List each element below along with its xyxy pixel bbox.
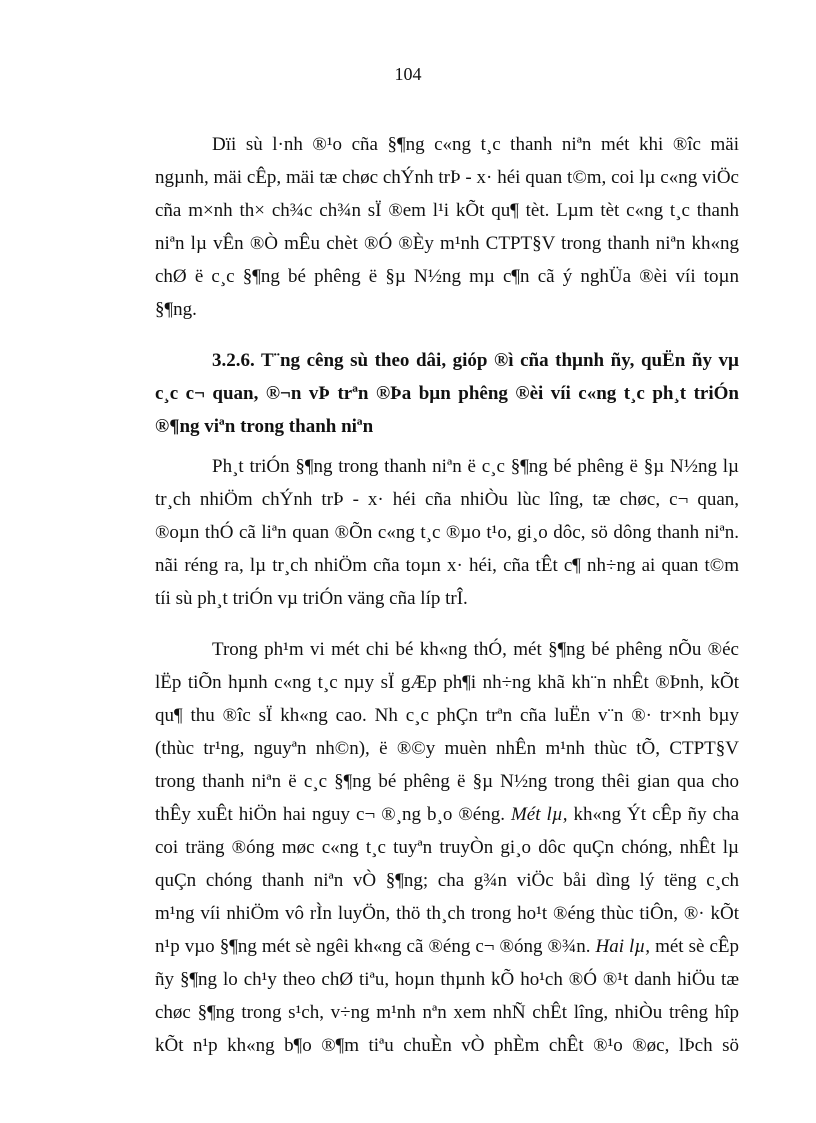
text-line: (thùc tr¹ng, nguyªn nh©n), ë ®©y muèn nhÊn m¹nh thùc tÕ, CTPT§V [155,738,739,759]
text-line: chøc §¶ng trong s¹ch, v÷ng m¹nh nªn xem nhÑ chÊt lîng, nhiÒu trêng hîp [155,1002,739,1023]
text-line: qu¶ thu ®îc sÏ kh«ng cao. Nh c¸c phÇn trªn cña luËn v¨n ®· tr×nh bµy [155,705,739,726]
text-line: chØ ë c¸c §¶ng bé phêng ë §µ N½ng mµ c¶n cã ý nghÜa ®èi víi toµn [155,266,739,287]
heading-line: c¸c c¬ quan, ®¬n vÞ trªn ®Þa bµn phêng ®èi víi c«ng t¸c ph¸t triÓn [155,383,739,404]
text-line: trong thanh niªn ë c¸c §¶ng bé phêng ë §µ N½ng trong thêi gian qua cho [155,771,739,792]
text-line: tíi sù ph¸t triÓn vµ triÓn väng cña líp trÎ. [155,588,468,609]
text-line: ®oµn thÓ cã liªn quan ®Õn c«ng t¸c ®µo t¹o, gi¸o dôc, sö dông thanh niªn. [155,522,739,543]
text-segment: n¹p vµo §¶ng mét sè ngêi kh«ng cã ®éng c¬ ®óng ®¾n. [155,936,591,957]
paragraph-3 [155,633,739,1062]
text-line [155,930,739,963]
text-line: kÕt n¹p kh«ng b¶o ®¶m tiªu chuÈn vÒ phÈm chÊt ®¹o ®øc, lÞch sö [155,1035,739,1056]
text-line: ngµnh, mäi cÊp, mäi tæ chøc chÝnh trÞ - x· héi quan t©m, coi lµ c«ng viÖc [155,167,739,188]
text-line [155,798,739,831]
text-line: niªn lµ vÊn ®Ò mÊu chèt ®Ó ®Èy m¹nh CTPT§V trong thanh niªn kh«ng [155,233,739,254]
text-line: Ph¸t triÓn §¶ng trong thanh niªn ë c¸c §¶ng bé phêng ë §µ N½ng lµ [212,456,739,477]
text-line: m¹ng víi nhiÖm vô rÌn luyÖn, thö th¸ch trong ho¹t ®éng thùc tiÔn, ®· kÕt [155,903,739,924]
text-line: nãi réng ra, lµ tr¸ch nhiÖm cña toµn x· héi, cña tÊt c¶ nh÷ng ai quan t©m [155,555,739,576]
section-heading [155,344,739,443]
text-line: tr¸ch nhiÖm chÝnh trÞ - x· héi cña nhiÒu lùc lîng, tæ chøc, c¬ quan, [155,489,739,510]
paragraph-2 [155,450,739,615]
page-number: 104 [394,64,422,84]
text-line: quÇn chóng thanh niªn vÒ §¶ng; cha g¾n viÖc båi dìng lý tëng c¸ch [155,870,739,891]
text-line: §¶ng. [155,299,197,320]
text-line: Dïi sù l·nh ®¹o cña §¶ng c«ng t¸c thanh niªn mét khi ®îc mäi [212,134,739,155]
text-segment: mét sè cÊp [650,936,740,957]
emphasis-text: Hai lµ, [595,936,651,957]
text-segment: thÊy xuÊt hiÖn hai nguy c¬ ®¸ng b¸o ®éng. [155,804,505,825]
text-line: lËp tiÕn hµnh c«ng t¸c nµy sÏ gÆp ph¶i nh÷ng khã kh¨n nhÊt ®Þnh, kÕt [155,672,739,693]
emphasis-text: Mét lµ, [510,804,568,825]
text-segment: kh«ng Ýt cÊp ñy cha [567,804,739,825]
text-line: Trong ph¹m vi mét chi bé kh«ng thÓ, mét §¶ng bé phêng nÕu ®éc [212,639,739,660]
paragraph-1 [155,128,739,326]
heading-line: ®¶ng viªn trong thanh niªn [155,416,374,437]
text-line: coi träng ®óng møc c«ng t¸c tuyªn truyÒn gi¸o dôc quÇn chóng, nhÊt lµ [155,837,739,858]
text-line: ñy §¶ng lo ch¹y theo chØ tiªu, hoµn thµnh kÕ ho¹ch ®Ó ®¹t danh hiÖu tæ [155,969,739,990]
text-line: cña m×nh th× ch¾c ch¾n sÏ ®em l¹i kÕt qu¶ tèt. Lµm tèt c«ng t¸c thanh [155,200,739,221]
page-content [155,128,739,1062]
heading-line: 3.2.6. T¨ng cêng sù theo dâi, gióp ®ì cña thµnh ñy, quËn ñy vµ [212,350,739,371]
